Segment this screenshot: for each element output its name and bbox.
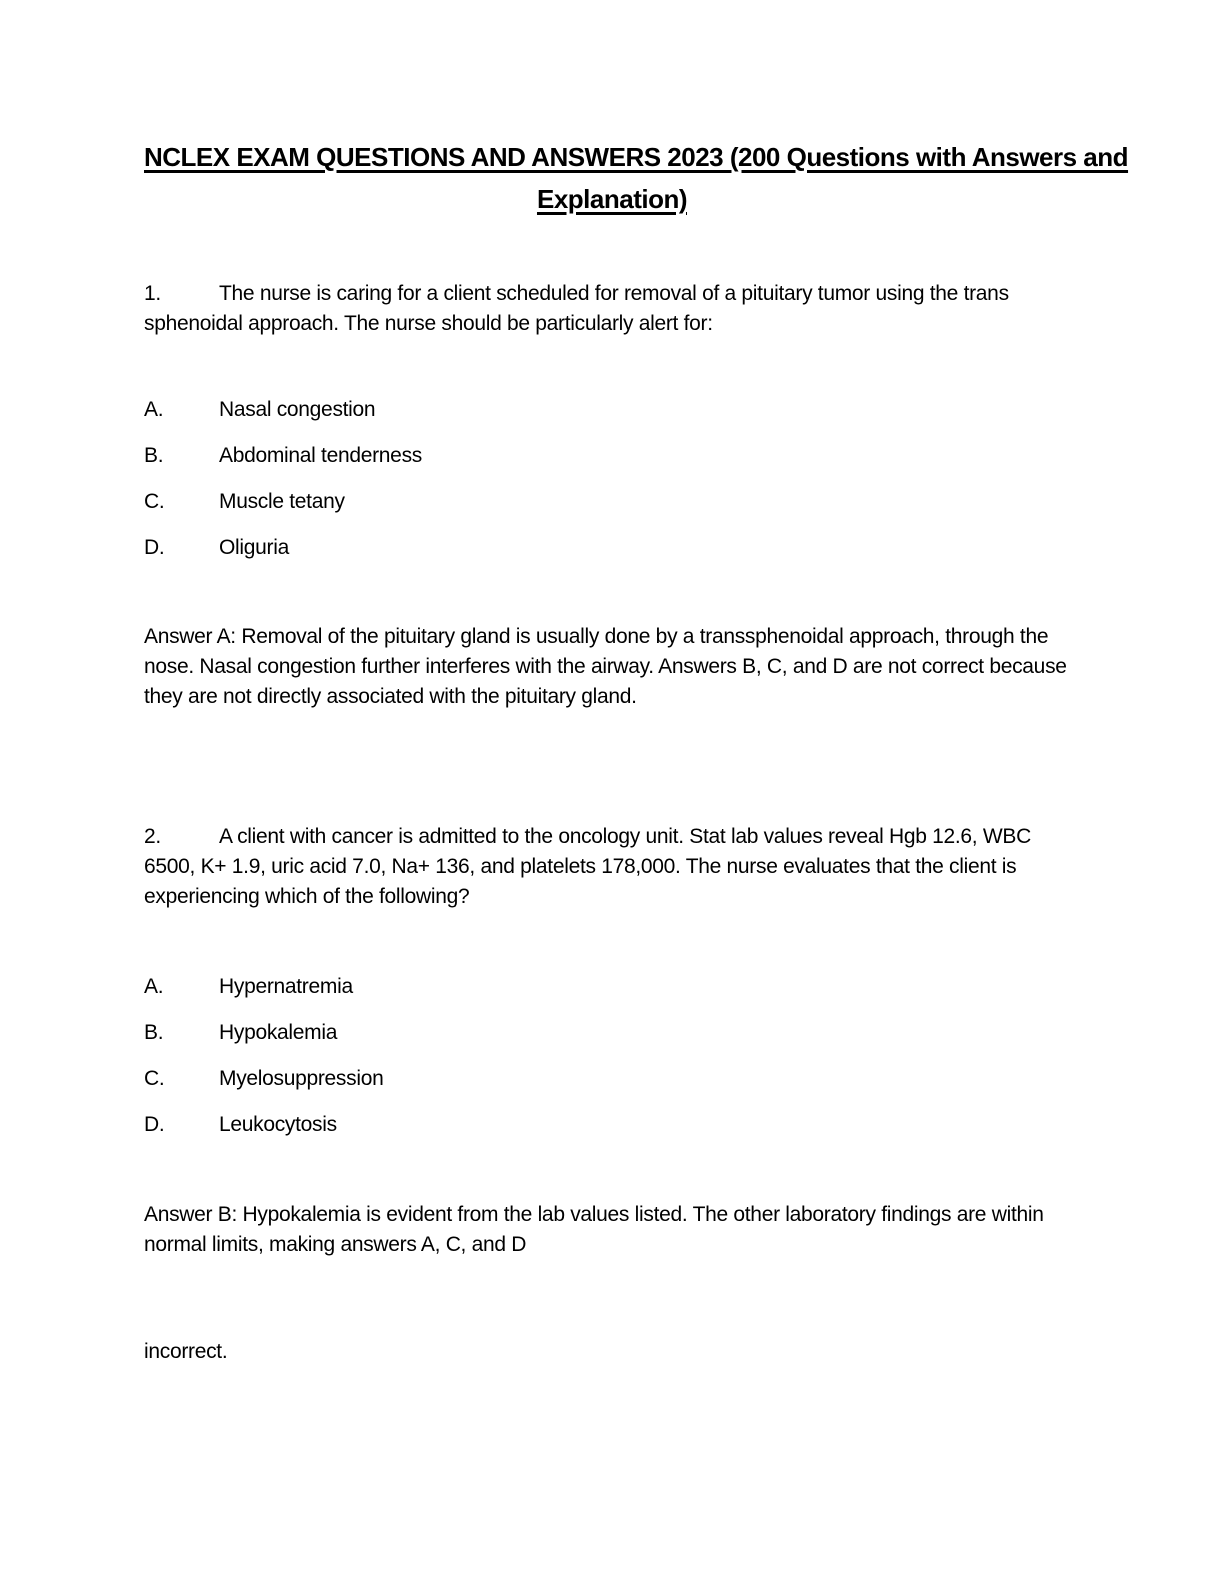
question-2-option-a-text: Hypernatremia [219,975,353,998]
question-2-option-b [144,1018,1080,1048]
question-2-answer-continued: incorrect. [144,1340,228,1363]
question-1-option-c-label: C. [144,490,165,513]
question-2-option-c-label: C. [144,1067,165,1090]
question-1-option-b [144,441,1080,471]
question-1-option-b-text: Abdominal tenderness [219,444,422,467]
question-1-body: The nurse is caring for a client scheduled for removal of a pituitary tumor using the trans sphenoidal approach. The nurse should be particularly alert for: [144,282,1009,335]
document-title-line-1: NCLEX EXAM QUESTIONS AND ANSWERS 2023 (200 Questions with Answers and [144,142,1129,172]
question-2-option-d-text: Leukocytosis [219,1113,337,1136]
question-1-option-a-text: Nasal congestion [219,398,376,421]
question-1-text [144,279,1080,339]
question-2-option-a-label: A. [144,975,164,998]
question-2-option-c-text: Myelosuppression [219,1067,384,1090]
question-2-option-d [144,1110,1080,1140]
question-2-answer-explanation: Answer B: Hypokalemia is evident from the lab values listed. The other laboratory findings are within normal limits, making answers A, C, and D [144,1203,1044,1256]
question-1-option-d-text: Oliguria [219,536,289,559]
question-2-option-a [144,972,1080,1002]
question-1-option-c [144,487,1080,517]
question-1-option-b-label: B. [144,444,164,467]
question-1-number: 1. [144,282,161,305]
document-title [144,136,1129,220]
question-2-option-d-label: D. [144,1113,165,1136]
question-1-option-d-label: D. [144,536,165,559]
question-2-body: A client with cancer is admitted to the oncology unit. Stat lab values reveal Hgb 12.6, WBC 6500, K+ 1.9, uric acid 7.0, Na+ 136, and platelets 178,000. The nurse evaluates that the client is experiencing which of the following? [144,825,1031,908]
question-1-option-a [144,395,1080,425]
question-1-option-c-text: Muscle tetany [219,490,345,513]
question-1-option-a-label: A. [144,398,164,421]
question-2-option-c [144,1064,1080,1094]
question-2-option-b-label: B. [144,1021,164,1044]
question-2-number: 2. [144,825,161,848]
question-2-option-b-text: Hypokalemia [219,1021,338,1044]
document-title-line-2: Explanation) [536,184,687,214]
question-1-option-d [144,533,1080,563]
question-2-text [144,822,1080,912]
question-1-answer-explanation: Answer A: Removal of the pituitary gland is usually done by a transsphenoidal approach, through the nose. Nasal congestion further interferes with the airway. Answers B, C, and D are not correct because they are not directly associated with the pituitary gland. [144,625,1067,708]
